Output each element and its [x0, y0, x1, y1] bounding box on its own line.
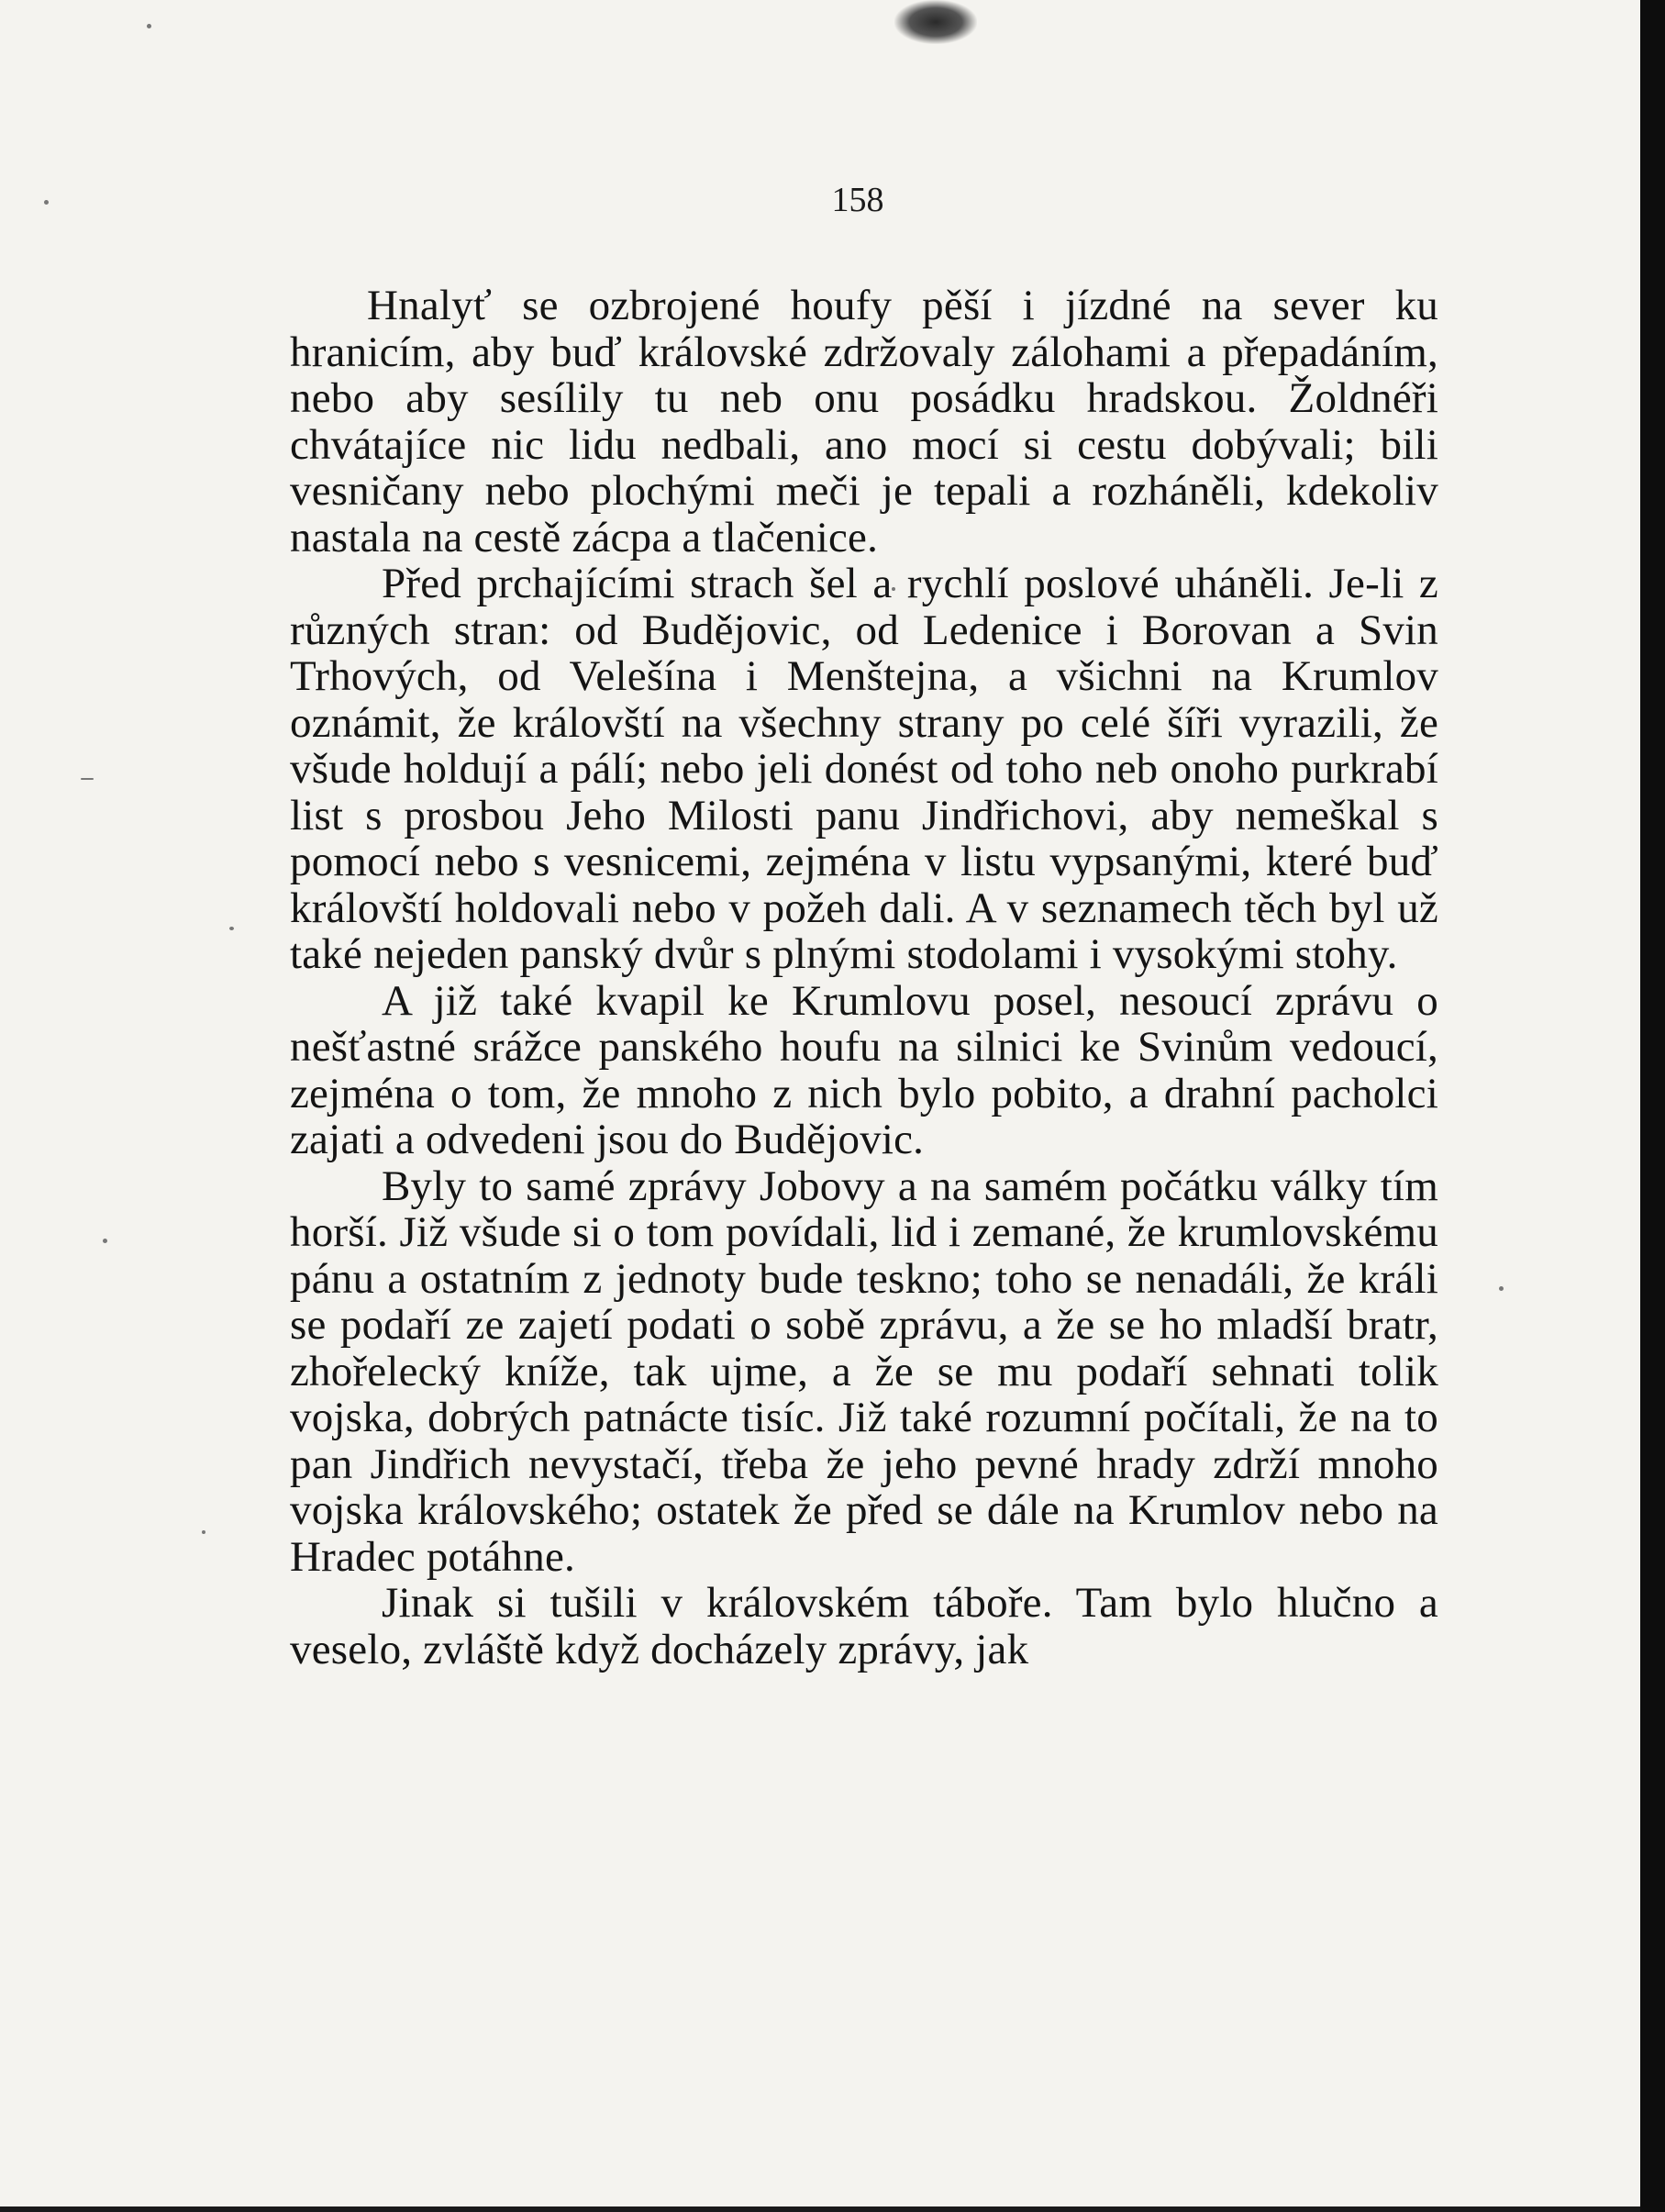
speck — [81, 778, 94, 780]
page-number: 158 — [831, 181, 884, 219]
ink-smudge — [894, 0, 977, 44]
paragraph: Byly to samé zprávy Jobovy a na samém počátku války tím horší. Již všude si o tom povídali, lid i zemané, že krumlovskému pánu a ostatním z jednoty bude teskno; toho se nenadáli, že králi se podaří ze zajetí podati o sobě zprávu, a že se ho mladší bratr, zhořelecký kníže, tak ujme, a že se mu podaří sehnati tolik vojska, dobrých patnácte tisíc. Již také rozumní počítali, že na to pan Jindřich nevystačí, třeba že jeho pevné hrady zdrží mnoho vojska královského; ostatek že před se dále na Krumlov nebo na Hradec potáhne. — [290, 1162, 1438, 1581]
speck — [1499, 1286, 1504, 1291]
scan-edge — [1640, 0, 1665, 2212]
speck — [229, 927, 234, 930]
speck — [103, 1239, 107, 1243]
paragraph: Hnalyť se ozbrojené houfy pěší i jízdné na sever ku hranicím, aby buď královské zdržovaly zálohami a přepadáním, nebo aby sesílily tu neb onu posádku hradskou. Žoldnéři chvátajíce nic lidu nedbali, ano mocí si cestu dobývali; bili vesničany nebo plochými meči je tepali a rozháněli, kdekoliv nastala na cestě zácpa a tlačenice. — [290, 282, 1438, 561]
speck — [147, 24, 151, 28]
paragraph: A již také kvapil ke Krumlovu posel, nesoucí zprávu o nešťastné srážce panského houfu na silnici ke Svinům vedoucí, zejména o tom, že mnoho z nich bylo pobito, a drahní pacholci zajati a odvedeni jsou do Budějovic. — [290, 976, 1438, 1163]
paragraph: Před prchajícími strach šel a rychlí poslové uháněli. Je-li z různých stran: od Budějovic, od Ledenice i Borovan a Svin Trhových, od Velešína i Menštejna, a všichni na Krumlov oznámit, že královští na všechny strany po celé šíři vyrazili, že všude holdují a pálí; nebo jeli donést od toho neb onoho purkrabí list s prosbou Jeho Milosti panu Jindřichovi, aby nemeškal s pomocí nebo s vesnicemi, zejména v listu vypsanými, které buď královští holdovali nebo v požeh dali. A v seznamech těch byl už také nejeden panský dvůr s plnými stodolami i vysokými stohy. — [290, 560, 1438, 978]
paragraph: Jinak si tušili v královském táboře. Tam bylo hlučno a veselo, zvláště když docházely zprávy, jak — [290, 1579, 1438, 1673]
speck — [202, 1530, 205, 1534]
body-text — [290, 283, 1438, 1673]
